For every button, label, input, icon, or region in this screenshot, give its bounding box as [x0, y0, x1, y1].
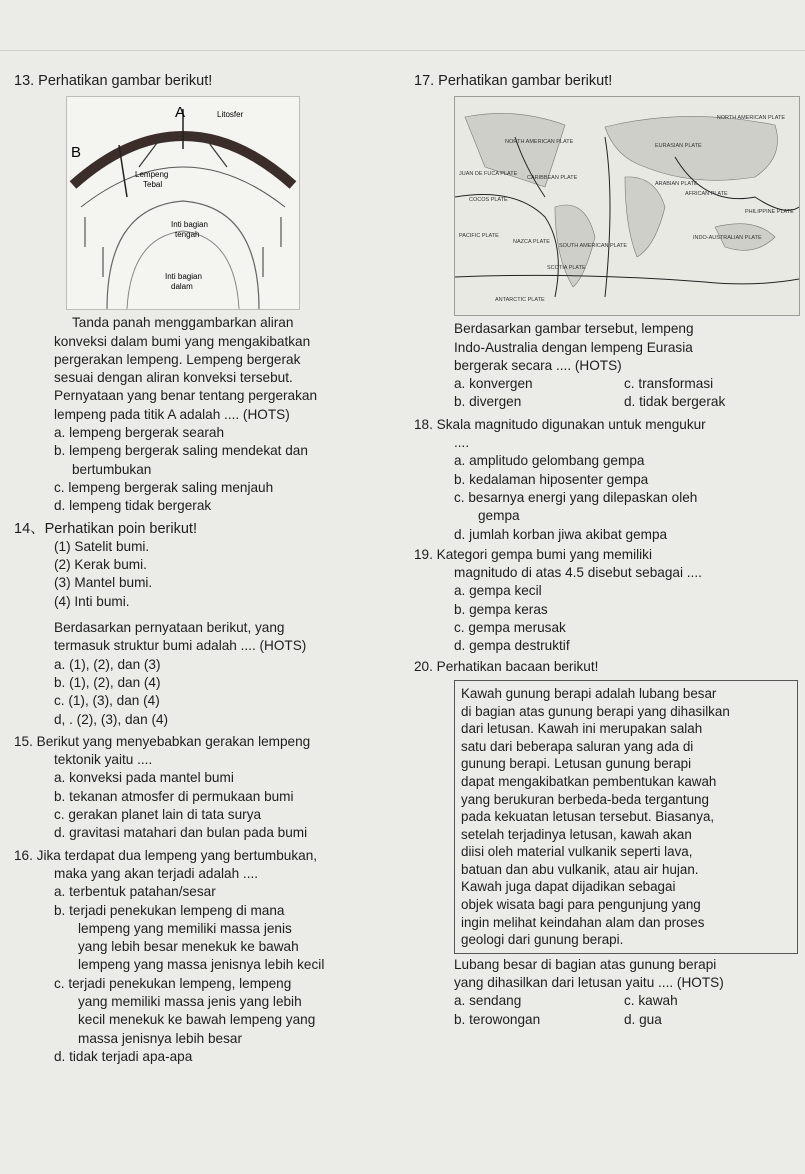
- q16-option-c-cont: massa jenisnya lebih besar: [78, 1030, 242, 1046]
- q18-heading: 18. Skala magnitudo digunakan untuk mengukur: [414, 416, 706, 432]
- map-label-cocos: COCOS PLATE: [469, 197, 508, 204]
- q14-point: (1) Satelit bumi.: [54, 538, 150, 554]
- q14-stem-1: Berdasarkan pernyataan berikut, yang: [54, 620, 285, 636]
- q14-option-d[interactable]: d, . (2), (3), dan (4): [54, 711, 169, 727]
- map-label-north-american: NORTH AMERICAN PLATE: [505, 139, 574, 146]
- passage-line: satu dari beberapa saluran yang ada di: [461, 738, 694, 754]
- q16-option-b[interactable]: b. terjadi penekukan lempeng di mana: [54, 902, 285, 918]
- q17-option-b[interactable]: b. divergen: [454, 394, 522, 410]
- q18-dots: ....: [454, 435, 470, 451]
- q18-option-c[interactable]: c. besarnya energi yang dilepaskan oleh: [454, 489, 698, 505]
- passage-line: gunung berapi. Letusan gunung berapi: [461, 756, 692, 772]
- label-inti-dalam-2: dalam: [171, 282, 193, 292]
- q17-heading: 17. Perhatikan gambar berikut!: [414, 73, 613, 89]
- q19-block: [414, 564, 798, 655]
- label-b: B: [71, 144, 82, 162]
- q13-option-b-cont: bertumbukan: [72, 461, 152, 477]
- passage-line: setelah terjadinya letusan, kawah akan: [461, 826, 692, 842]
- q18-option-a[interactable]: a. amplitudo gelombang gempa: [454, 453, 645, 469]
- q17-option-d[interactable]: d. tidak bergerak: [624, 394, 726, 410]
- q20-option-c[interactable]: c. kawah: [624, 993, 678, 1009]
- earth-structure-diagram: [67, 97, 299, 309]
- q20-heading: 20. Perhatikan bacaan berikut!: [414, 658, 599, 674]
- q16-option-c-cont: yang memiliki massa jenis yang lebih: [78, 993, 302, 1009]
- map-label-south-american: SOUTH AMERICAN PLATE: [559, 243, 628, 250]
- map-label-antarctic: ANTARCTIC PLATE: [495, 297, 545, 304]
- q20-passage-box: [454, 680, 798, 954]
- q16-option-c[interactable]: c. terjadi penekukan lempeng, lempeng: [54, 975, 292, 991]
- earth-structure-figure: [66, 96, 300, 310]
- q15-heading-2: tektonik yaitu ....: [54, 752, 153, 768]
- q19-option-c[interactable]: c. gempa merusak: [454, 620, 566, 636]
- q16-option-a[interactable]: a. terbentuk patahan/sesar: [54, 884, 216, 900]
- passage-line: Kawah juga dapat dijadikan sebagai: [461, 879, 676, 895]
- q19-option-a[interactable]: a. gempa kecil: [454, 583, 542, 599]
- q17-line: Indo-Australia dengan lempeng Eurasia: [454, 339, 693, 355]
- q19-heading-2: magnitudo di atas 4.5 disebut sebagai ....: [454, 565, 702, 581]
- map-label-arabian: ARABIAN PLATE: [655, 181, 698, 188]
- map-label-indo-australian: INDO-AUSTRALIAN PLATE: [693, 235, 762, 242]
- passage-line: diisi oleh material vulkanik seperti lava,: [461, 844, 693, 860]
- left-column: [14, 72, 404, 1066]
- q13-option-b[interactable]: b. lempeng bergerak saling mendekat dan: [54, 443, 308, 459]
- q15-option-c[interactable]: c. gerakan planet lain di tata surya: [54, 807, 262, 823]
- q14-option-b[interactable]: b. (1), (2), dan (4): [54, 674, 161, 690]
- q13-option-a[interactable]: a. lempeng bergerak searah: [54, 425, 225, 441]
- label-tebal: Tebal: [143, 180, 163, 190]
- q13-line: lempeng pada titik A adalah .... (HOTS): [54, 406, 290, 422]
- map-label-eurasian: EURASIAN PLATE: [655, 143, 702, 150]
- passage-line: ingin melihat keindahan alam dan proses: [461, 914, 705, 930]
- q14-point: (4) Inti bumi.: [54, 593, 130, 609]
- q15-option-d[interactable]: d. gravitasi matahari dan bulan pada bumi: [54, 825, 308, 841]
- passage-line: Kawah gunung berapi adalah lubang besar: [461, 685, 717, 701]
- map-label-caribbean: CARIBBEAN PLATE: [527, 175, 578, 182]
- map-label-juan: JUAN DE FUCA PLATE: [459, 171, 518, 178]
- map-label-nazca: NAZCA PLATE: [513, 239, 550, 246]
- q15-block: [14, 751, 404, 842]
- q18-option-c-cont: gempa: [478, 508, 520, 524]
- q18-option-d[interactable]: d. jumlah korban jiwa akibat gempa: [454, 526, 668, 542]
- q16-heading-2: maka yang akan terjadi adalah ....: [54, 865, 259, 881]
- q13-option-c[interactable]: c. lempeng bergerak saling menjauh: [54, 479, 274, 495]
- passage-line: geologi dari gunung berapi.: [461, 932, 624, 948]
- q13-heading: 13. Perhatikan gambar berikut!: [14, 73, 213, 89]
- q17-option-c[interactable]: c. transformasi: [624, 376, 714, 392]
- q18-option-b[interactable]: b. kedalaman hiposenter gempa: [454, 471, 649, 487]
- map-label-african: AFRICAN PLATE: [685, 191, 728, 198]
- passage-line: dapat mengakibatkan pembentukan kawah: [461, 773, 717, 789]
- q13-line: pergerakan lempeng. Lempeng bergerak: [54, 351, 301, 367]
- passage-line: batuan dan abu vulkanik, atau air hujan.: [461, 861, 699, 877]
- tectonic-plates-map: [454, 96, 800, 316]
- q19-option-b[interactable]: b. gempa keras: [454, 601, 548, 617]
- q13-line: Tanda panah menggambarkan aliran: [72, 315, 294, 331]
- q16-option-b-cont: lempeng yang memiliki massa jenis: [78, 920, 292, 936]
- q15-option-a[interactable]: a. konveksi pada mantel bumi: [54, 770, 234, 786]
- passage-line: di bagian atas gunung berapi yang dihasilkan: [461, 703, 730, 719]
- label-inti-tengah-2: tengah: [175, 230, 200, 240]
- q20-option-b[interactable]: b. terowongan: [454, 1011, 541, 1027]
- passage-line: objek wisata bagi para pengunjung yang: [461, 897, 701, 913]
- q20-option-a[interactable]: a. sendang: [454, 993, 522, 1009]
- label-a: A: [175, 104, 186, 122]
- q13-line: sesuai dengan aliran konveksi tersebut.: [54, 370, 293, 386]
- q14-point: (2) Kerak bumi.: [54, 557, 147, 573]
- label-inti-dalam-1: Inti bagian: [165, 272, 202, 282]
- passage-line: dari letusan. Kawah ini merupakan salah: [461, 721, 703, 737]
- q13-options: [14, 424, 404, 515]
- q16-heading-1: 16. Jika terdapat dua lempeng yang bertumbukan,: [14, 847, 318, 863]
- q16-option-b-cont: lempeng yang massa jenisnya lebih kecil: [78, 957, 325, 973]
- label-inti-tengah-1: Inti bagian: [171, 220, 208, 230]
- q20-stem-1: Lubang besar di bagian atas gunung berapi: [454, 956, 717, 972]
- q17-option-a[interactable]: a. konvergen: [454, 376, 533, 392]
- q16-option-b-cont: yang lebih besar menekuk ke bawah: [78, 939, 299, 955]
- q20-stem-2: yang dihasilkan dari letusan yaitu .... (HOTS): [454, 975, 724, 991]
- q17-options: [414, 375, 798, 412]
- map-label-na-right: NORTH AMERICAN PLATE: [716, 115, 785, 122]
- map-label-pacific: PACIFIC PLATE: [459, 233, 499, 240]
- q16-option-c-cont: kecil menekuk ke bawah lempeng yang: [78, 1012, 316, 1028]
- passage-line: pada kekuatan letusan tersebut. Biasanya,: [461, 809, 715, 825]
- q17-line: bergerak secara .... (HOTS): [454, 357, 622, 373]
- top-divider: [0, 50, 805, 51]
- q16-option-d[interactable]: d. tidak terjadi apa-apa: [54, 1048, 193, 1064]
- q14-option-c[interactable]: c. (1), (3), dan (4): [54, 693, 160, 709]
- q17-stem: [414, 320, 798, 375]
- q16-block: [14, 865, 404, 1066]
- q14-stem-2: termasuk struktur bumi adalah .... (HOTS): [54, 638, 307, 654]
- q13-line: Pernyataan yang benar tentang pergerakan: [54, 388, 318, 404]
- passage-line: yang berukuran berbeda-beda tergantung: [461, 791, 709, 807]
- q14-option-a[interactable]: a. (1), (2), dan (3): [54, 656, 161, 672]
- q14-points: [14, 538, 404, 729]
- q19-heading-1: 19. Kategori gempa bumi yang memiliki: [414, 546, 653, 562]
- q14-point: (3) Mantel bumi.: [54, 575, 153, 591]
- q17-line: Berdasarkan gambar tersebut, lempeng: [454, 321, 694, 337]
- label-litosfer: Litosfer: [217, 110, 244, 120]
- q14-heading: 14、Perhatikan poin berikut!: [14, 520, 197, 537]
- q18-block: [414, 434, 798, 544]
- q20-option-d[interactable]: d. gua: [624, 1011, 662, 1027]
- map-label-scotia: SCOTIA PLATE: [547, 265, 586, 272]
- q13-option-d[interactable]: d. lempeng tidak bergerak: [54, 498, 212, 514]
- q13-line: konveksi dalam bumi yang mengakibatkan: [54, 333, 311, 349]
- q15-option-b[interactable]: b. tekanan atmosfer di permukaan bumi: [54, 788, 294, 804]
- map-label-philippine: PHILIPPINE PLATE: [745, 209, 794, 216]
- plate-map-svg: [455, 97, 799, 315]
- q19-option-d[interactable]: d. gempa destruktif: [454, 638, 570, 654]
- q20-block: [414, 956, 798, 1029]
- q13-stem: [14, 314, 404, 424]
- right-column: [414, 72, 798, 1029]
- q15-heading-1: 15. Berikut yang menyebabkan gerakan lempeng: [14, 733, 311, 749]
- label-lempeng: Lempeng: [135, 170, 169, 180]
